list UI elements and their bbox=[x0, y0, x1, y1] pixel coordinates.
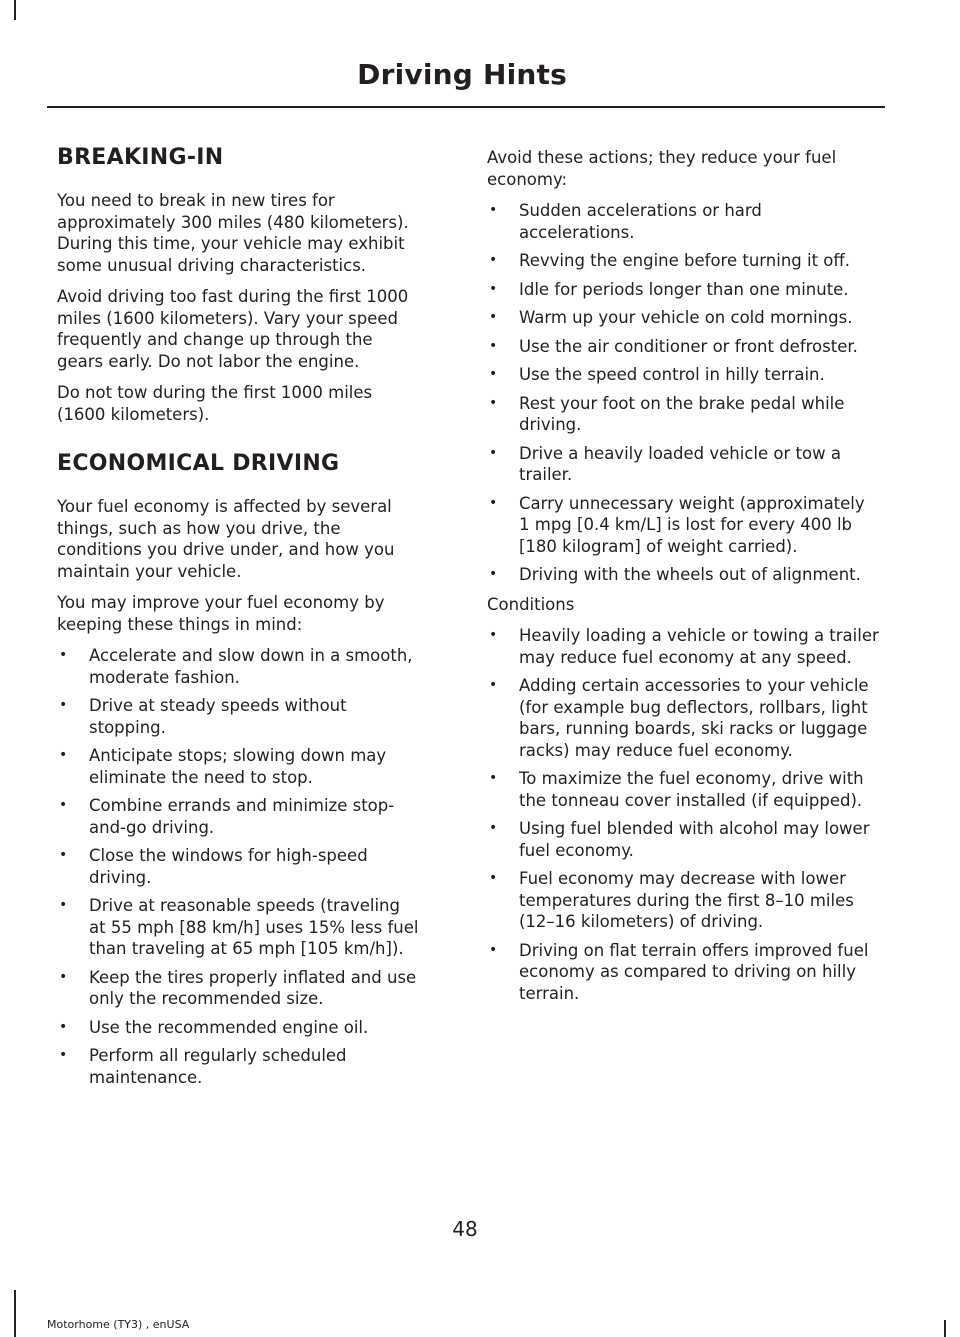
right-column bbox=[487, 147, 879, 1012]
paragraph: Avoid driving too fast during the first 1000 miles (1600 kilometers). Vary your speed frequently and change up through the gears early. Do not labor the engine. bbox=[57, 287, 409, 371]
list-item: • Perform all regularly scheduled maintenance. bbox=[57, 1045, 419, 1088]
list-item: • Keep the tires properly inflated and use only the recommended size. bbox=[57, 967, 419, 1010]
list-item: • Driving on flat terrain offers improved fuel economy as compared to driving on hilly terrain. bbox=[487, 940, 879, 1005]
list-item: • Combine errands and minimize stop-and-go driving. bbox=[57, 795, 419, 838]
list-item: • Warm up your vehicle on cold mornings. bbox=[487, 307, 879, 329]
list-item: • Accelerate and slow down in a smooth, moderate fashion. bbox=[57, 645, 419, 688]
list-item: • Rest your foot on the brake pedal while driving. bbox=[487, 393, 879, 436]
list-item: • Drive at steady speeds without stopping. bbox=[57, 695, 419, 738]
list-item: • Idle for periods longer than one minute. bbox=[487, 279, 879, 301]
list-item: • Drive a heavily loaded vehicle or tow a trailer. bbox=[487, 443, 879, 486]
list-item: • Use the air conditioner or front defroster. bbox=[487, 336, 879, 358]
crop-mark-bottom-right bbox=[944, 1320, 946, 1337]
conditions-label: Conditions bbox=[487, 594, 575, 614]
list-item: • Use the recommended engine oil. bbox=[57, 1017, 419, 1039]
section-heading-breaking-in: BREAKING-IN bbox=[57, 145, 224, 170]
list-item: • Anticipate stops; slowing down may eliminate the need to stop. bbox=[57, 745, 419, 788]
paragraph: Do not tow during the first 1000 miles (1600 kilometers). bbox=[57, 383, 373, 424]
section-heading-economical-driving: ECONOMICAL DRIVING bbox=[57, 451, 340, 476]
crop-mark-bottom-left bbox=[14, 1290, 16, 1337]
list-item: • Drive at reasonable speeds (traveling at 55 mph [88 km/h] uses 15% less fuel than traveling at 65 mph [105 km/h]). bbox=[57, 895, 419, 960]
page-title: Driving Hints bbox=[357, 58, 567, 91]
paragraph: You need to break in new tires for approximately 300 miles (480 kilometers). During this time, your vehicle may exhibit some unusual driving characteristics. bbox=[57, 191, 409, 275]
conditions-list bbox=[487, 625, 879, 1004]
avoid-list bbox=[487, 200, 879, 586]
list-item: • Revving the engine before turning it off. bbox=[487, 250, 879, 272]
header-rule bbox=[47, 106, 885, 108]
tips-list bbox=[57, 645, 419, 1088]
footer-doc-id: Motorhome (TY3) , enUSA bbox=[47, 1318, 190, 1331]
paragraph: Your fuel economy is affected by several things, such as how you drive, the conditions you drive under, and how you maintain your vehicle. bbox=[57, 497, 395, 581]
list-item: • Carry unnecessary weight (approximately 1 mpg [0.4 km/L] is lost for every 400 lb [180 kilogram] of weight carried). bbox=[487, 493, 879, 558]
list-item: • To maximize the fuel economy, drive with the tonneau cover installed (if equipped). bbox=[487, 768, 879, 811]
paragraph: Avoid these actions; they reduce your fuel economy: bbox=[487, 148, 837, 189]
list-item: • Using fuel blended with alcohol may lower fuel economy. bbox=[487, 818, 879, 861]
list-item: • Close the windows for high-speed driving. bbox=[57, 845, 419, 888]
left-column bbox=[57, 145, 419, 1096]
crop-mark-top-left bbox=[14, 0, 16, 20]
list-item: • Sudden accelerations or hard accelerations. bbox=[487, 200, 879, 243]
list-item: • Driving with the wheels out of alignment. bbox=[487, 564, 879, 586]
list-item: • Heavily loading a vehicle or towing a trailer may reduce fuel economy at any speed. bbox=[487, 625, 879, 668]
page-number: 48 bbox=[452, 1217, 478, 1241]
list-item: • Use the speed control in hilly terrain. bbox=[487, 364, 879, 386]
list-item: • Fuel economy may decrease with lower temperatures during the first 8–10 miles (12–16 kilometers) of driving. bbox=[487, 868, 879, 933]
list-item: • Adding certain accessories to your vehicle (for example bug deflectors, rollbars, light bars, running boards, ski racks or luggage racks) may reduce fuel economy. bbox=[487, 675, 879, 761]
paragraph: You may improve your fuel economy by keeping these things in mind: bbox=[57, 593, 385, 634]
